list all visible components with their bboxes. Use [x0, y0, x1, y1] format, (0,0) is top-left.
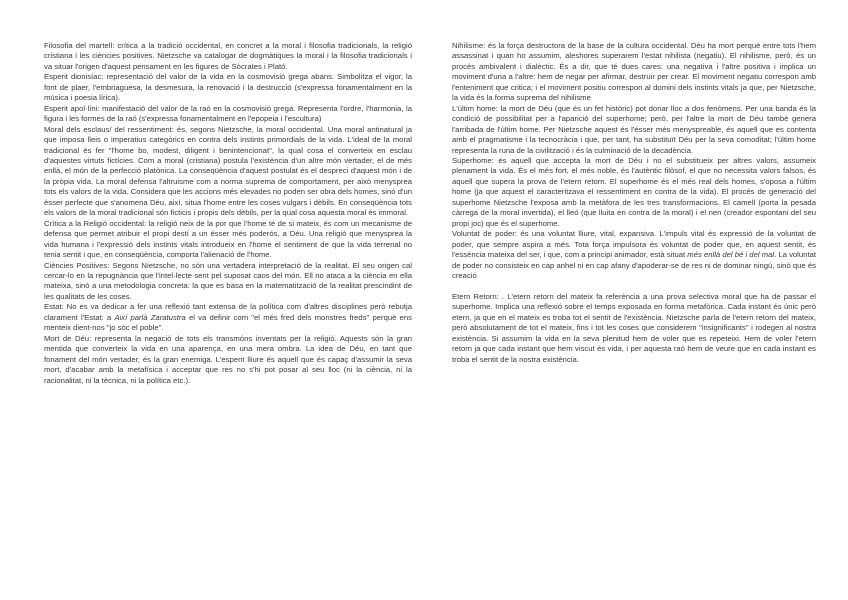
entry-superhome [452, 156, 816, 229]
entry-ultim-home [452, 104, 816, 156]
text-run: Voluntat de poder: és una voluntat lliure, vital, expansiva. L'impuls vital és expressió de la voluntat de poder, que sempre aspira a més. Tota força impulsora és voluntat de poder que, en aquest sentit, és l'essència mateixa del ser, i que, com a principi animador, està situat [452, 229, 816, 260]
text-run: Esperit dionisíac: representació del valor de la vida en la cosmovisió grega abans. Simbolitza el vigor, la font de plaer, l'embriaguesa, la desmesura, la renovació i la destrucció (s'expressa fonamentalment en la música i poesia lírica). [44, 72, 412, 103]
entry-esperit-apolini [44, 104, 412, 125]
text-run: Mort de Déu: representa la negació de tots els transmóns inventats per la religió. Aquests són la gran mentida que converteix la vida en una aparença, en una mera ombra. La idea de Déu, en tant que fonament del món vertader, és la gran enemiga. L'esperit lliure és aquell que és capaç d'assumir la seva mort, d'acabar amb la metafísica i acceptar que res no s'hi pot posar al seu lloc (ni la ciència, ni la racionalitat, ni la tècnica, ni la política etc.). [44, 333, 412, 385]
entry-esperit-dionisiac [44, 72, 412, 103]
text-run: Etern Retorn: . L'etern retorn del mateix fa referència a una prova selectiva moral que ha de passar el superhome. Implica una reflexió sobre el temps exposada en forma metafòrica. Cada instant és únic però etern, ja que en el mateix es troba tot el sentit de l'existència. Nietzsche parla de l'etern retorn del mateix, però absolutament de tot el mateix, fins i tot les coses que considerem "insignificants" i rodegen al nostra existència. Si assumim la vida en la seva plenitud hem de voler que es repeteixi. Hem de voler l'etern retorn ja que cada instant que hem viscut és vida, i per aquesta raó hem de veure que en cada instant es troba el sentit de la nostra existència. [452, 291, 816, 364]
italic-text: més enllà del bé i del mal [687, 250, 775, 260]
right-column [452, 41, 816, 365]
text-run: Nihilisme: és la força destructora de la base de la cultura occidental. Déu ha mort perquè entre tots l'hem assassinat i quan ho assumim, aleshores superarem l'estat nihilista (negatiu). El nihilisme, però, és un procés ambivalent i dialèctic. És a dir, que té dues cares: una negativa i l'altre positiva i implica un moviment d'una a l'altre: hem de negar per afirmar, destruir per crear. El moviment negatiu correspon amb l'enteniment que critica; i el moviment positiu correspon al domini dels instints vitals ja que, per Nietzsche, la vida és la forma suprema del nihilisme [452, 41, 816, 103]
text-run: Esperit apol·líni: manifestació del valor de la raó en la cosmovisió grega. Representa l'ordre, l'harmonia, la figura i les formes de la raó (s'expressa fonamentalment en l'epopeia i l'escultura) [44, 103, 412, 124]
entry-voluntat-de-poder [452, 229, 816, 281]
text-run: Estat: No es va dedicar a fer una reflexió tant extensa de la política com d'altres disciplines però rebutja clarament l'Estat: a [44, 302, 412, 322]
entry-etern-retorn [452, 292, 816, 365]
entry-nihilisme [452, 41, 816, 104]
text-run: L'últim home: la mort de Déu (que és un fet històric) pot donar lloc a dos fenòmens. Per una banda és la condició de possibilitat per a l'aparició del superhome; però, per l'altre la mort de Déu també genera l'arribada de l'últim home. Per Nietzsche aquest és l'ésser més menyspreable, és aquell que es contenta amb el pragmatisme i la tecnocràcia i que, per tant, ha substituït Déu per la seva comoditat; l'últim home representa la runa de la civilització i és la culminació de la decadència. [452, 103, 816, 155]
entry-moral-dels-esclaus [44, 125, 412, 219]
text-run: Filosofia del martell: crítica a la tradició occidental, en concret a la moral i filosofia tradicionals, la religió cristiana i les ciències positives. Nietzsche va catalogar de dogmàtiques la moral i la filosofia tradicionals i va situar l'origen d'aquest pensament en les figures de Sòcrates i Plató. [44, 41, 412, 71]
left-column [44, 41, 412, 386]
text-run: . La voluntat de poder no consisteix en cap anhel ni en cap afany d'apoderar-se de res ni de dominar ningú, sinó que és creació [452, 250, 816, 280]
italic-text: Així parlà Zaratustra [114, 312, 186, 322]
text-run: Moral dels esclaus/ del ressentiment: és, segons Nietzsche, la moral occidental. Una moral antinatural ja que imposa lleis o imperatius categòrics en contra dels instints primordials de la vida. L'ideal de la moral tradicional és fer "l'home bo, modest, diligent i benintencionat", la qual cosa el converteix en esclau d'aquestes virtuts fictícies. Com a moral (cristiana) postula l'existència d'un altre món vertader, el de més enllà, el món de la perfecció platònica. La conseqüència d'aquest postulat és el despreci d'aquest món i de la pròpia vida. La moral defensa l'altruisme com a norma suprema de comportament, per això menyspreа tots els valors de la vida. Considera que les accions més elevades no poden ser obra dels homes, sinó d'un ésser perfecte que s'anomena Déu, així, situa l'home entre les coses vulgars i dèbils. En conseqüència tots els valors de la moral tradicional són ficticis i propis dels dèbils, per la qual cosa aquesta moral és immoral. [44, 124, 412, 218]
entry-filosofia-del-martell [44, 41, 412, 72]
text-run: Superhome: és aquell que accepta la mort de Déu i no el substitueix per altres valors, assumeix plenament la vida. És el més fort, el més noble, és l'autèntic filòsof, el que no necessita valors falsos, és aquell que supera la prova de l'etern retorn. El superhome és el més real dels homes, s'oposa a l'últim home (ja que aquest el caracteritzava el ressentiment en contra de la vida). El procés de generació del superhome Nietzsche l'exposa amb la metàfora de les tres transformacions. El camell (porta la pesada càrrega de la moral invertida), el lleó (que lluita en contra de la moral) i el nen (creador espontani del seu propi joc) que és el superhome. [452, 155, 816, 228]
text-run: el va definir com "el més fred dels monstres freds" perquè ens menteix dient-nos "jo sóc el poble". [44, 312, 412, 333]
entry-estat [44, 302, 412, 333]
entry-mort-de-deu [44, 334, 412, 386]
entry-ciencies-positives [44, 261, 412, 303]
text-run: Ciències Positives: Segons Nietzsche, no són una vertadera interpretació de la realitat. El seu origen cal cercar-lo en la repugnància que l'intel·lecte sent pel suposat caos del món. Ell no ataca a la ciència en ella mateixa, sinó a una metodologia concreta: la que es basa en la matematització de la realitat prescindint de les qualitats de les coses. [44, 260, 412, 301]
text-run: Crítica a la Religió occidental: la religió neix de la por que l'home té de si mateix, és com un mecanisme de defensa que permet atribuir el propi destí a un ésser més poderós, a Déu. Una religió que menyspreа la vida humana i l'expressió dels instints vitals introdueix en l'home el sentiment de que la vida terrenal no tenia sentit i que, en conseqüència, comporta l'alienació de l'home. [44, 218, 412, 260]
entry-critica-religio [44, 219, 412, 261]
